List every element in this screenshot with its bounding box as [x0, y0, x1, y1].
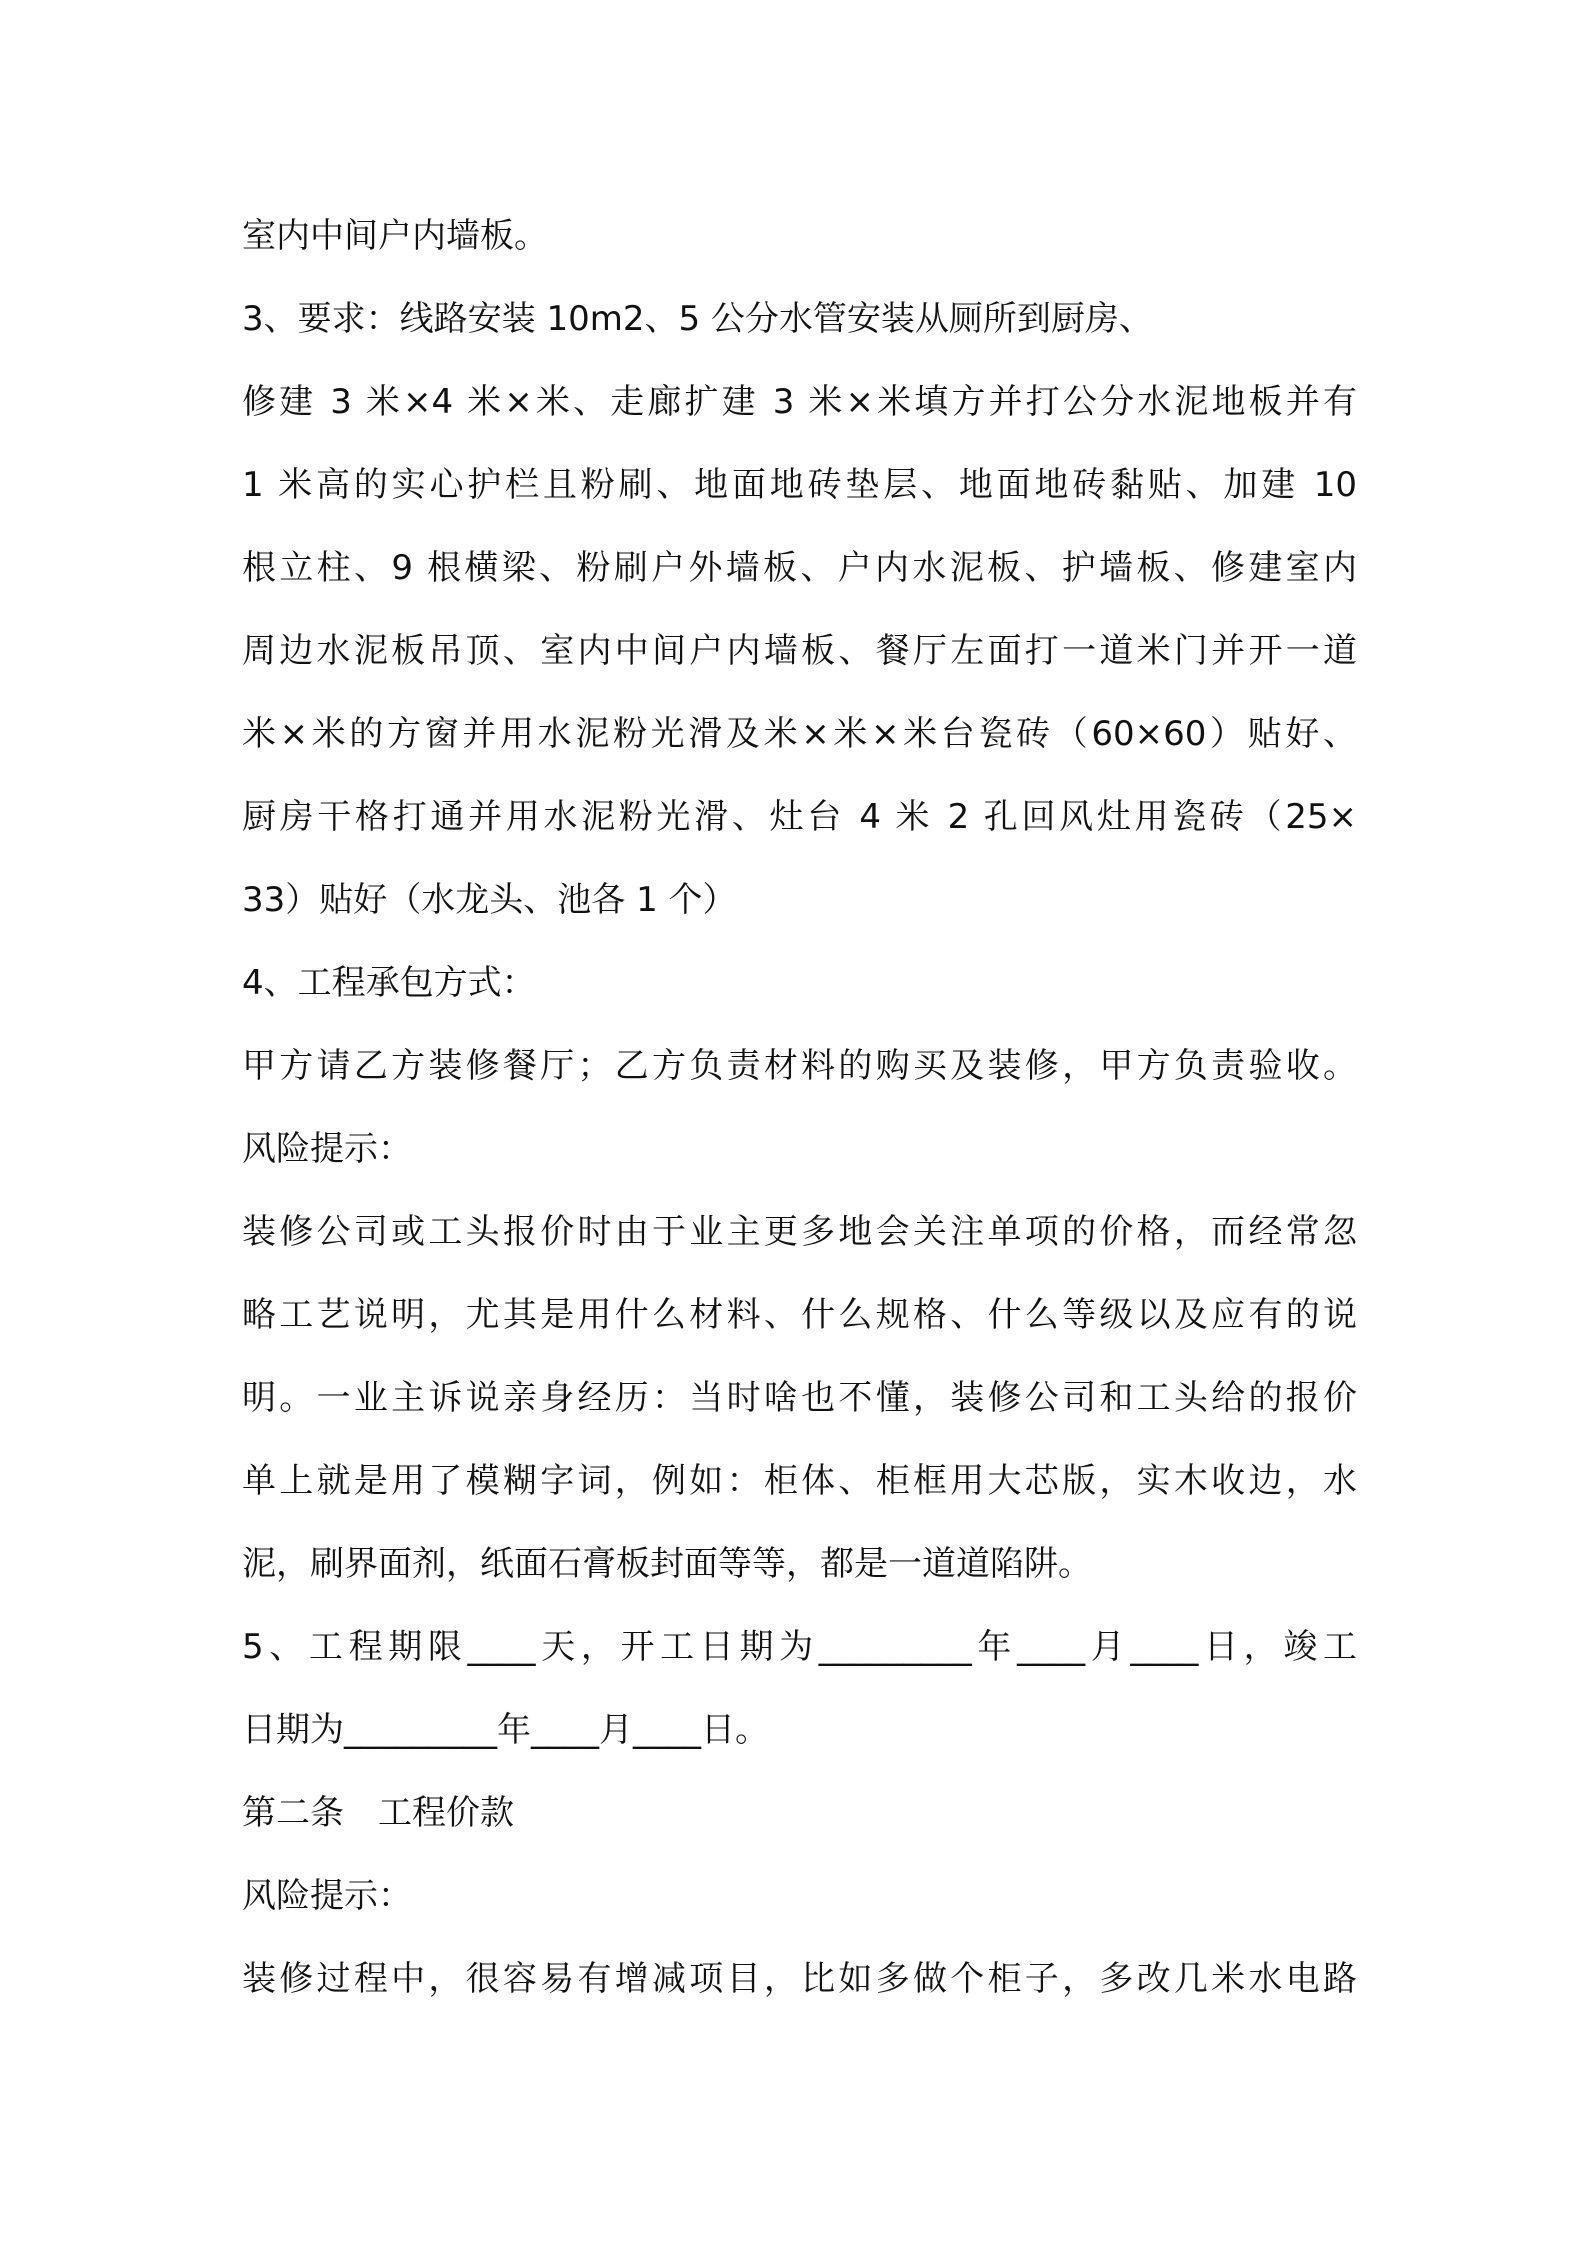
- text-line: 室内中间户内墙板。: [242, 216, 548, 256]
- text-line: 米×米的方窗并用水泥粉光滑及米×米×米台瓷砖（60×60）贴好、: [242, 714, 1357, 754]
- article-heading: 第二条 工程价款: [242, 1793, 514, 1833]
- text-line: 明。一业主诉说亲身经历：当时啥也不懂，装修公司和工头给的报价: [242, 1378, 1357, 1418]
- text-line: 根立柱、9 根横梁、粉刷户外墙板、户内水泥板、护墙板、修建室内: [242, 548, 1357, 588]
- text-line: 厨房干格打通并用水泥粉光滑、灶台 4 米 2 孔回风灶用瓷砖（25×: [242, 797, 1357, 837]
- document-body: [242, 195, 1357, 2021]
- section-heading: 4、工程承包方式：: [242, 963, 536, 1003]
- text-line: 装修公司或工头报价时由于业主更多地会关注单项的价格，而经常忽: [242, 1212, 1357, 1252]
- text-line: 单上就是用了模糊字词，例如：柜体、柜框用大芯版，实木收边，水: [242, 1461, 1357, 1501]
- text-line: 装修过程中，很容易有增减项目，比如多做个柜子，多改几米水电路: [242, 1959, 1357, 1999]
- text-line: 33）贴好（水龙头、池各 1 个）: [242, 880, 737, 920]
- text-line: 略工艺说明，尤其是用什么材料、什么规格、什么等级以及应有的说: [242, 1295, 1357, 1335]
- text-line: 1 米高的实心护栏且粉刷、地面地砖垫层、地面地砖黏贴、加建 10: [242, 465, 1357, 505]
- risk-label: 风险提示：: [242, 1129, 412, 1169]
- text-line: 周边水泥板吊顶、室内中间户内墙板、餐厅左面打一道米门并开一道: [242, 631, 1357, 671]
- text-line: 3、要求：线路安装 10m2、5 公分水管安装从厕所到厨房、: [242, 299, 1153, 339]
- text-line: 修建 3 米×4 米×米、走廊扩建 3 米×米填方并打公分水泥地板并有: [242, 382, 1357, 422]
- text-line: 甲方请乙方装修餐厅；乙方负责材料的购买及装修，甲方负责验收。: [242, 1046, 1357, 1086]
- text-line: 日期为_________年____月____日。: [242, 1710, 769, 1750]
- text-line: 5、工程期限____天，开工日期为_________年____月____日，竣工: [242, 1627, 1357, 1667]
- risk-label: 风险提示：: [242, 1876, 412, 1916]
- text-line: 泥，刷界面剂，纸面石膏板封面等等，都是一道道陷阱。: [242, 1544, 1092, 1584]
